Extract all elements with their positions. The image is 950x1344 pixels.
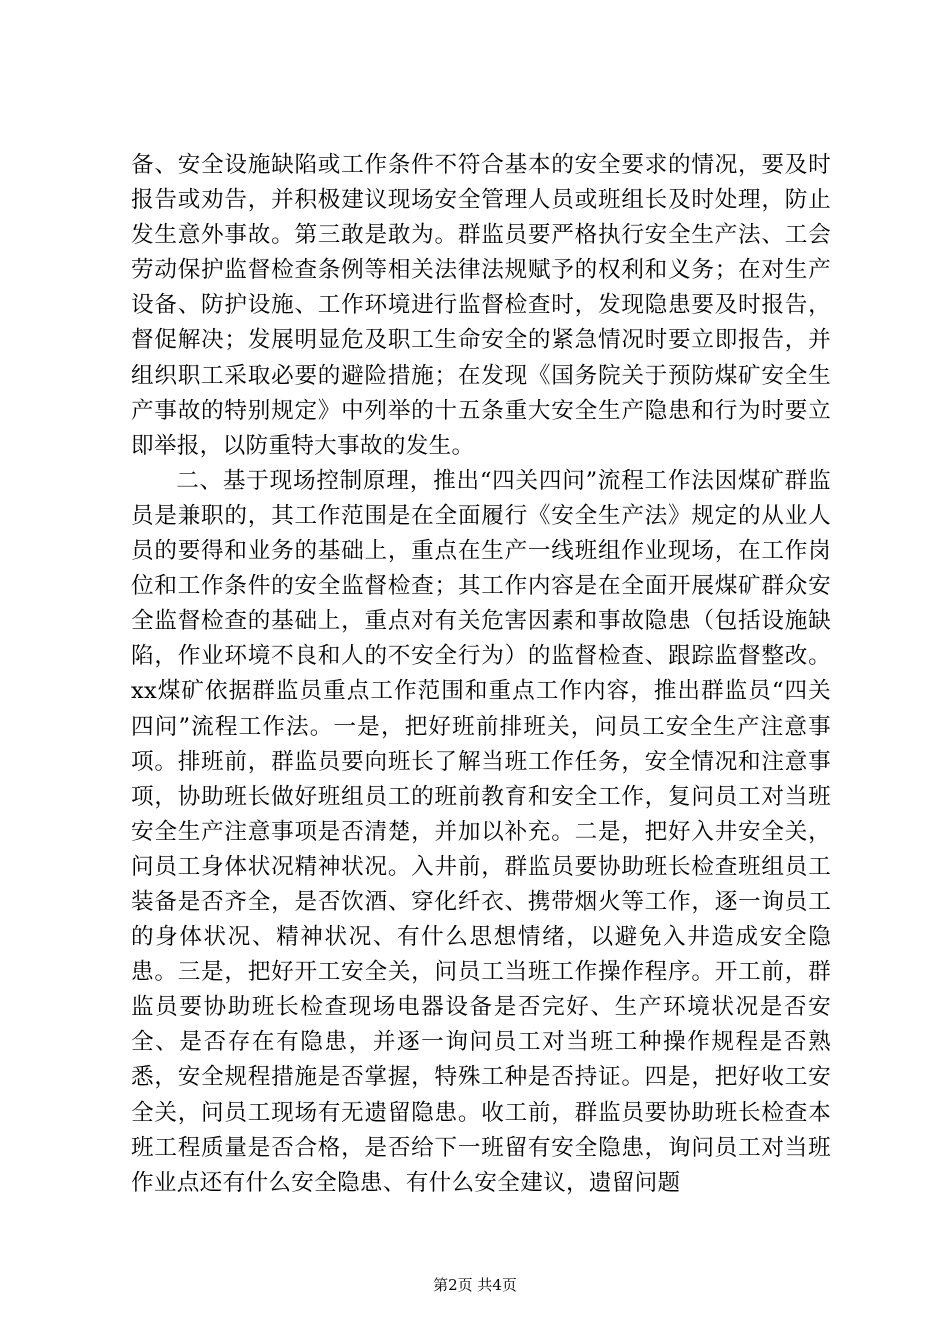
paragraph-continuation: 备、安全设施缺陷或工作条件不符合基本的安全要求的情况，要及时报告或劝告，并积极建议现场安全管理人员或班组长及时处理，防止发生意外事故。第三敢是敢为。群监员要严格执行安全生产法、工会劳动保护监督检查条例等相关法律法规赋予的权利和义务；在对生产设备、防护设施、工作环境进行监督检查时，发现隐患要及时报告，督促解决；发展明显危及职工生命安全的紧急情况时要立即报告，并组织职工采取必要的避险措施；在发现《国务院关于预防煤矿安全生产事故的特别规定》中列举的十五条重大安全生产隐患和行为时要立即举报，以防重特大事故的发生。 [131, 152, 831, 459]
page-footer: 第2页 共4页 [433, 1276, 517, 1294]
paragraph-section-two: 二、基于现场控制原理，推出“四关四问”流程工作法因煤矿群监员是兼职的，其工作范围是在全面履行《安全生产法》规定的从业人员的要得和业务的基础上，重点在生产一线班组作业现场，在工作岗位和工作条件的安全监督检查；其工作内容是在全面开展煤矿群众安全监督检查的基础上，重点对有关危害因素和事故隐患（包括设施缺陷，作业环境不良和人的不安全行为）的监督检查、跟踪监督整改。xx煤矿依据群监员重点工作范围和重点工作内容，推出群监员“四关四问”流程工作法。一是，把好班前排班关，问员工安全生产注意事项。排班前，群监员要向班长了解当班工作任务，安全情况和注意事项，协助班长做好班组员工的班前教育和安全工作，复问员工对当班安全生产注意事项是否清楚，并加以补充。二是，把好入井安全关，问员工身体状况精神状况。入井前，群监员要协助班长检查班组员工装备是否齐全，是否饮酒、穿化纤衣、携带烟火等工作，逐一询员工的身体状况、精神状况、有什么思想情绪，以避免入井造成安全隐患。三是，把好开工安全关，问员工当班工作操作程序。开工前，群监员要协助班长检查现场电器设备是否完好、生产环境状况是否安全、是否存在有隐患，并逐一询问员工对当班工种操作规程是否熟悉，安全规程措施是否掌握，特殊工种是否持证。四是，把好收工安全关，问员工现场有无遗留隐患。收工前，群监员要协助班长检查本班工程质量是否合格，是否给下一班留有安全隐患，询问员工对当班作业点还有什么安全隐患、有什么安全建议，遗留问题 [131, 467, 831, 1196]
body-text [131, 148, 831, 1201]
